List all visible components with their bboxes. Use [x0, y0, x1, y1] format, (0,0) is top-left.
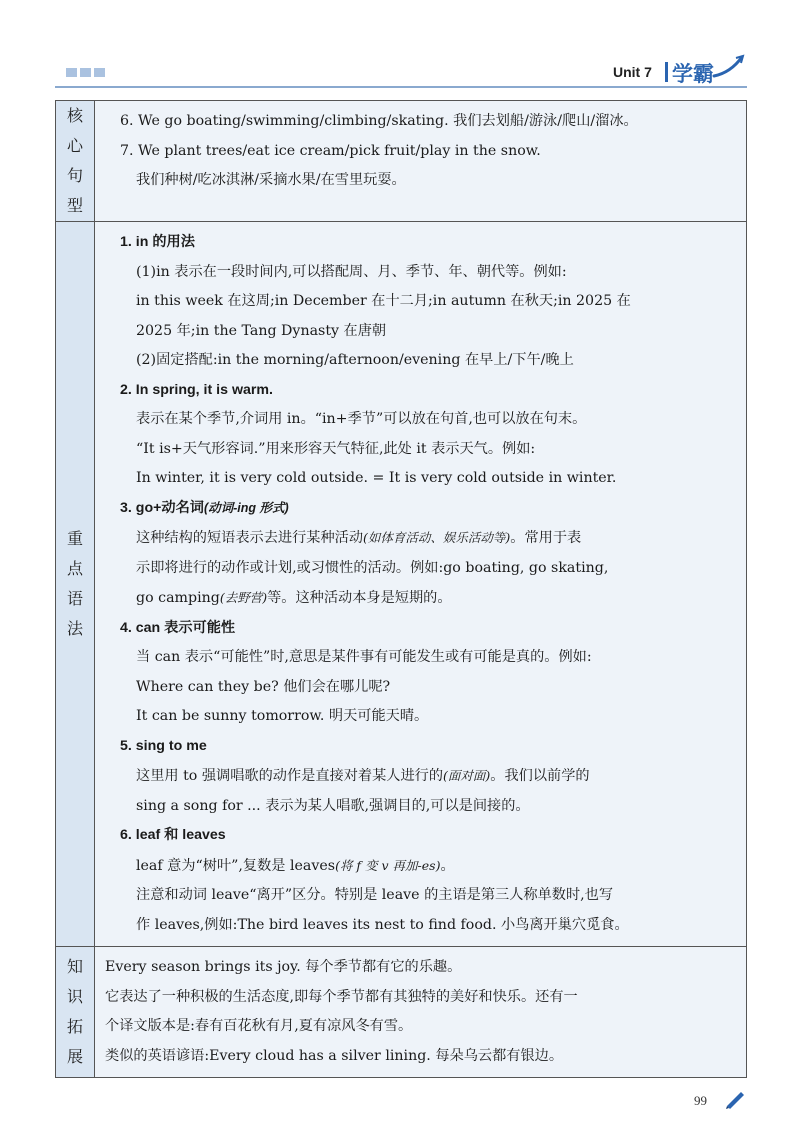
line-text: 等。这种活动本身是短期的。	[267, 590, 452, 606]
line-text: 3. go+动名词	[120, 499, 204, 516]
grammar-heading: 2. In spring, it is warm.	[120, 381, 273, 398]
line-text: go camping	[136, 590, 220, 606]
text-line: sing a song for ... 表示为某人唱歌,强调目的,可以是间接的。	[136, 797, 530, 814]
line-text: leaf 意为“树叶”,复数是 leaves	[136, 857, 336, 874]
section-label-char: 语	[66, 589, 83, 608]
text-line: in this week 在这周;in December 在十二月;in autumn 在秋天;in 2025 在	[136, 293, 631, 309]
header-rule	[55, 86, 747, 88]
section-label-char: 拓	[66, 1017, 83, 1036]
text-line: (1)in 表示在一段时间内,可以搭配周、月、季节、年、朝代等。例如:	[136, 263, 567, 280]
notes-table	[55, 100, 747, 1078]
text-line: 注意和动词 leave“离开”区分。特别是 leave 的主语是第三人称单数时,也写	[136, 887, 614, 903]
text-line: 2025 年;in the Tang Dynasty 在唐朝	[136, 322, 387, 339]
note-text: (如体育活动、娱乐活动等)	[363, 530, 511, 545]
grammar-heading: 6. leaf 和 leaves	[120, 827, 226, 843]
swoosh-icon	[712, 54, 746, 80]
note-text: (去野营)	[219, 590, 268, 605]
section-body	[95, 222, 746, 946]
section-label-char: 展	[66, 1047, 83, 1066]
section-label-char: 点	[66, 559, 83, 578]
text-line: Every season brings its joy. 每个季节都有它的乐趣。	[105, 959, 462, 975]
grammar-heading: 1. in 的用法	[120, 234, 195, 250]
header-square	[66, 68, 77, 77]
line-text: 。常用于表	[510, 530, 582, 546]
section-label-char: 识	[66, 987, 83, 1006]
section-body	[95, 947, 746, 1077]
note-text: (动词-ing 形式)	[203, 500, 289, 515]
section-label-char: 法	[66, 619, 83, 638]
line-text: 这里用 to 强调唱歌的动作是直接对着某人进行的	[136, 768, 444, 784]
line-text: 。我们以前学的	[490, 768, 590, 784]
text-line	[105, 583, 740, 614]
line-text: 。	[440, 857, 455, 874]
table-section	[56, 221, 746, 946]
text-line: 个译文版本是:春有百花秋有月,夏有凉风冬有雪。	[105, 1018, 413, 1034]
text-line: 当 can 表示“可能性”时,意思是某件事有可能发生或有可能是真的。例如:	[136, 649, 592, 665]
section-label-char: 心	[66, 136, 83, 155]
text-line: 示即将进行的动作或计划,或习惯性的活动。例如:go boating, go skating,	[136, 559, 609, 576]
section-label-char: 型	[66, 196, 83, 215]
text-line: In winter, it is very cold outside. = It is very cold outside in winter.	[136, 470, 617, 486]
grammar-heading: 4. can 表示可能性	[120, 619, 236, 636]
section-label	[56, 222, 95, 946]
text-line	[105, 761, 740, 792]
section-label	[56, 101, 95, 221]
unit-divider	[665, 62, 668, 82]
section-label-char: 句	[66, 166, 83, 185]
text-line: 6. We go boating/swimming/climbing/skating. 我们去划船/游泳/爬山/溜冰。	[120, 113, 638, 129]
pen-icon	[724, 1089, 746, 1109]
section-label	[56, 947, 95, 1077]
grammar-heading: 5. sing to me	[120, 737, 207, 754]
section-body	[95, 101, 746, 221]
note-text: (将 f 变 v 再加-es)	[335, 857, 441, 873]
text-line: 7. We plant trees/eat ice cream/pick fruit/play in the snow.	[120, 142, 541, 159]
text-line: Where can they be? 他们会在哪儿呢?	[136, 678, 391, 695]
section-label-char: 重	[66, 529, 83, 548]
header-square	[80, 68, 91, 77]
text-line: 我们种树/吃冰淇淋/采摘水果/在雪里玩耍。	[136, 172, 406, 188]
section-label-char: 知	[66, 957, 83, 976]
header-square	[94, 68, 105, 77]
note-text: (面对面)	[443, 768, 491, 783]
unit-label: Unit 7	[613, 64, 652, 80]
text-line	[105, 523, 740, 554]
table-section	[56, 946, 746, 1077]
text-line: 类似的英语谚语:Every cloud has a silver lining. 每朵乌云都有银边。	[105, 1047, 564, 1064]
grammar-heading	[105, 494, 740, 524]
table-section	[56, 101, 746, 221]
text-line: It can be sunny tomorrow. 明天可能天晴。	[136, 708, 429, 724]
section-label-char: 核	[66, 106, 83, 125]
text-line	[105, 851, 740, 882]
text-line: 它表达了一种积极的生活态度,即每个季节都有其独特的美好和快乐。还有一	[105, 988, 578, 1005]
page-number: 99	[694, 1093, 707, 1108]
brand-logo: 学霸	[672, 62, 714, 86]
text-line: 表示在某个季节,介词用 in。“in+季节”可以放在句首,也可以放在句末。	[136, 411, 587, 427]
text-line: (2)固定搭配:in the morning/afternoon/evening 在早上/下午/晚上	[136, 352, 574, 368]
text-line: 作 leaves,例如:The bird leaves its nest to find food. 小鸟离开巢穴觅食。	[136, 916, 629, 933]
text-line: “It is+天气形容词.”用来形容天气特征,此处 it 表示天气。例如:	[136, 440, 536, 457]
line-text: 这种结构的短语表示去进行某种活动	[136, 530, 364, 546]
